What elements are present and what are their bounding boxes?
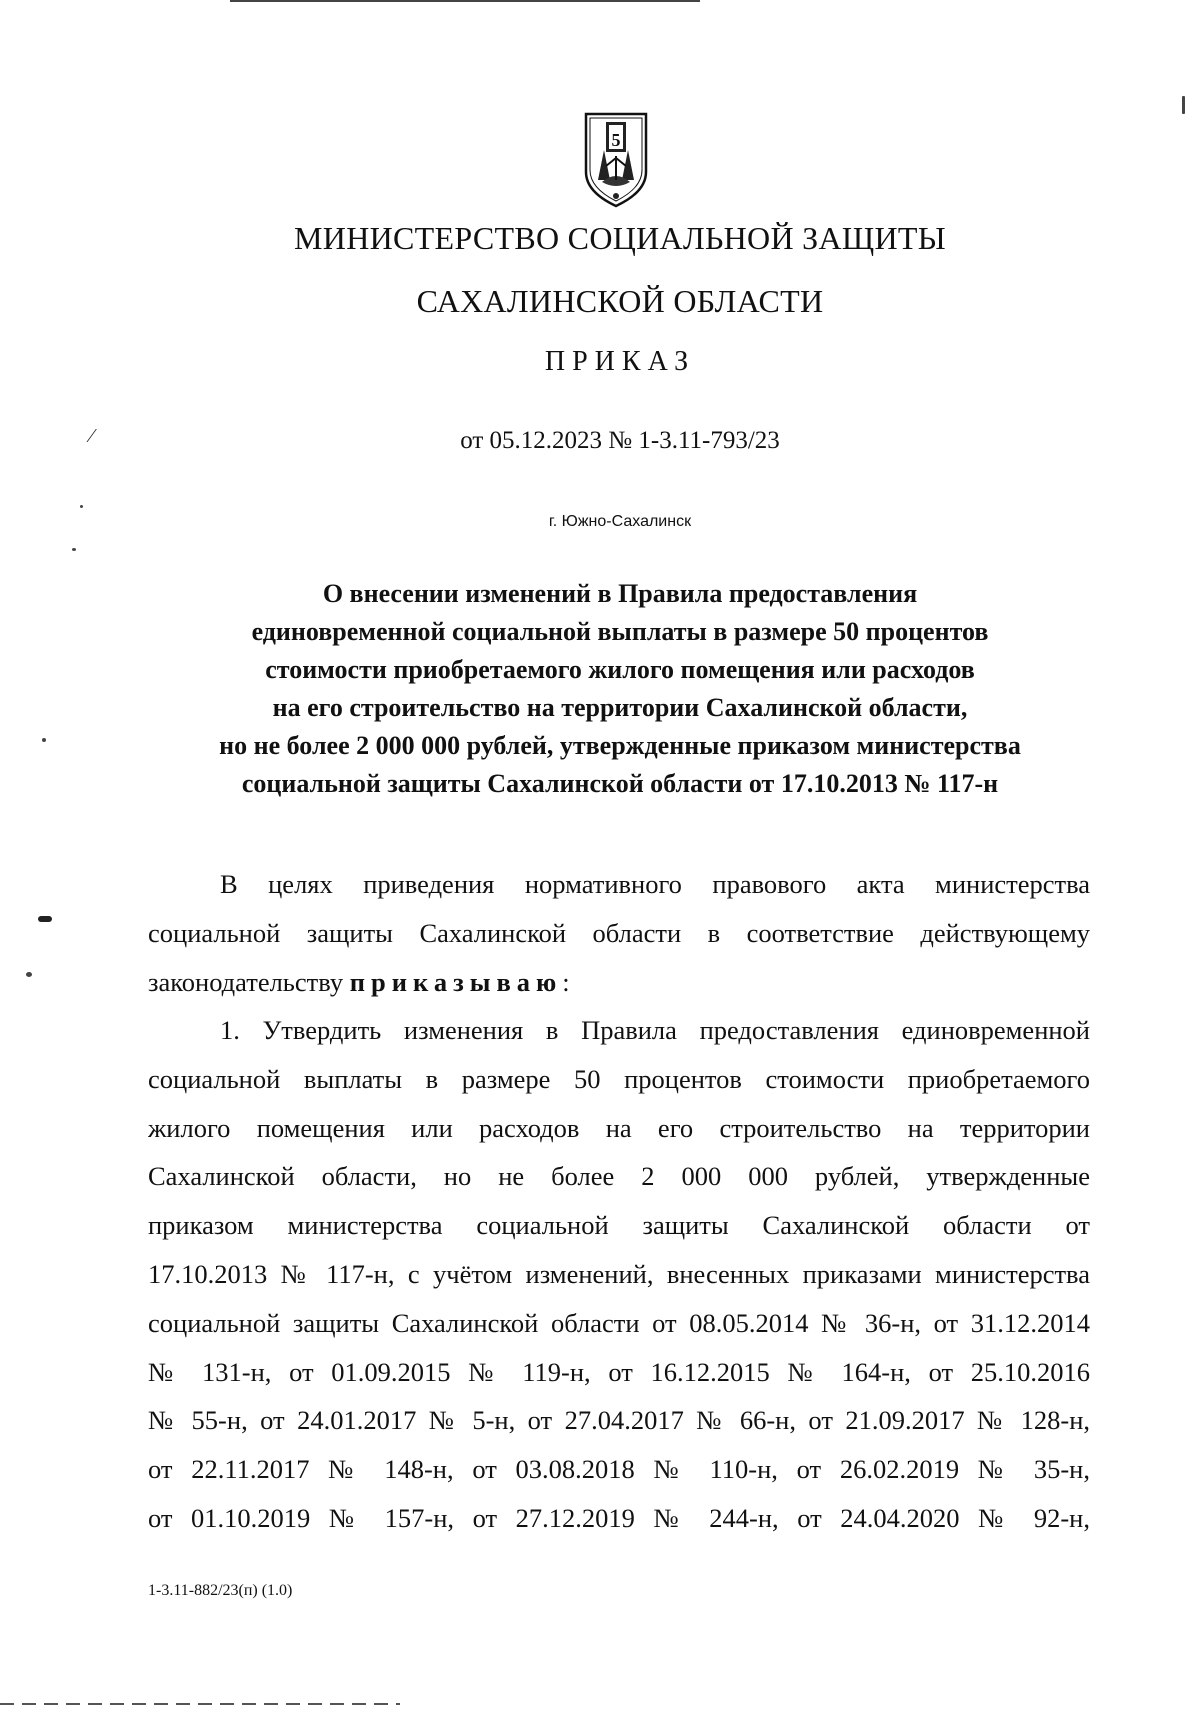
coat-of-arms-icon — [576, 110, 656, 210]
item-line: Сахалинской области, но не более 2 000 000 рублей, утвержденные — [148, 1161, 1090, 1192]
preamble-suffix: : — [562, 966, 570, 997]
scan-top-edge — [230, 0, 700, 2]
item-line: жилого помещения или расходов на его строительство на территории — [148, 1112, 1090, 1143]
ministry-name-line1: МИНИСТЕРСТВО СОЦИАЛЬНОЙ ЗАЩИТЫ — [294, 220, 946, 256]
city-name: г. Южно-Сахалинск — [548, 513, 692, 530]
scan-speck — [26, 972, 32, 977]
subject-line: на его строительство на территории Сахалинской области, — [272, 693, 968, 722]
preamble-prefix: законодательству — [148, 966, 350, 997]
item-line: социальной выплаты в размере 50 процентов стоимости приобретаемого — [148, 1063, 1090, 1094]
preamble-line: В целях приведения нормативного правового акта министерства — [220, 869, 1090, 899]
subject-line: О внесении изменений в Правила предоставления — [322, 579, 918, 608]
order-date-number: от 05.12.2023 № 1-3.11-793/23 — [460, 427, 780, 454]
subject-line: единовременной социальной выплаты в размере 50 процентов — [251, 617, 989, 646]
order-subject — [150, 575, 1090, 803]
ministry-name-line2: САХАЛИНСКОЙ ОБЛАСТИ — [416, 283, 824, 319]
item-line: № 131-н, от 01.09.2015 № 119-н, от 16.12.2015 № 164-н, от 25.10.2016 — [148, 1356, 1090, 1387]
item-line: 17.10.2013 № 117-н, с учётом изменений, внесенных приказами министерства — [148, 1258, 1090, 1289]
subject-line: стоимости приобретаемого жилого помещения или расходов — [265, 655, 975, 684]
scan-speck — [80, 505, 83, 508]
document-footer-code: 1-3.11-882/23(п) (1.0) — [148, 1582, 293, 1599]
subject-line: социальной защиты Сахалинской области от 17.10.2013 № 117-н — [241, 769, 999, 798]
item-line: от 01.10.2019 № 157-н, от 27.12.2019 № 244-н, от 24.04.2020 № 92-н, — [148, 1502, 1090, 1533]
scan-artifact-icon: ⁄ — [90, 425, 94, 447]
scan-speck — [72, 548, 76, 551]
item-line: от 22.11.2017 № 148-н, от 03.08.2018 № 110-н, от 26.02.2019 № 35-н, — [148, 1454, 1090, 1485]
preamble-line: социальной защиты Сахалинской области в соответствие действующему — [148, 917, 1090, 948]
item-1-paragraph — [148, 1006, 1090, 1543]
item-line: 1. Утвердить изменения в Правила предоставления единовременной — [220, 1015, 1090, 1045]
svg-text:5: 5 — [611, 130, 621, 150]
preamble-paragraph — [148, 860, 1090, 1006]
item-line: социальной защиты Сахалинской области от 08.05.2014 № 36-н, от 31.12.2014 — [148, 1307, 1090, 1338]
document-type: ПРИКАЗ — [544, 346, 696, 377]
scan-speck — [42, 738, 46, 742]
item-line: № 55-н, от 24.01.2017 № 5-н, от 27.04.2017 № 66-н, от 21.09.2017 № 128-н, — [148, 1405, 1090, 1436]
scan-speck — [1182, 96, 1185, 114]
preamble-line-last — [148, 958, 1090, 1007]
scan-speck — [38, 916, 52, 922]
item-line: приказом министерства социальной защиты Сахалинской области от — [148, 1210, 1090, 1241]
subject-line: но не более 2 000 000 рублей, утвержденные приказом министерства — [219, 731, 1021, 760]
order-verb: приказываю — [349, 966, 563, 997]
scan-bottom-edge — [0, 1703, 400, 1705]
